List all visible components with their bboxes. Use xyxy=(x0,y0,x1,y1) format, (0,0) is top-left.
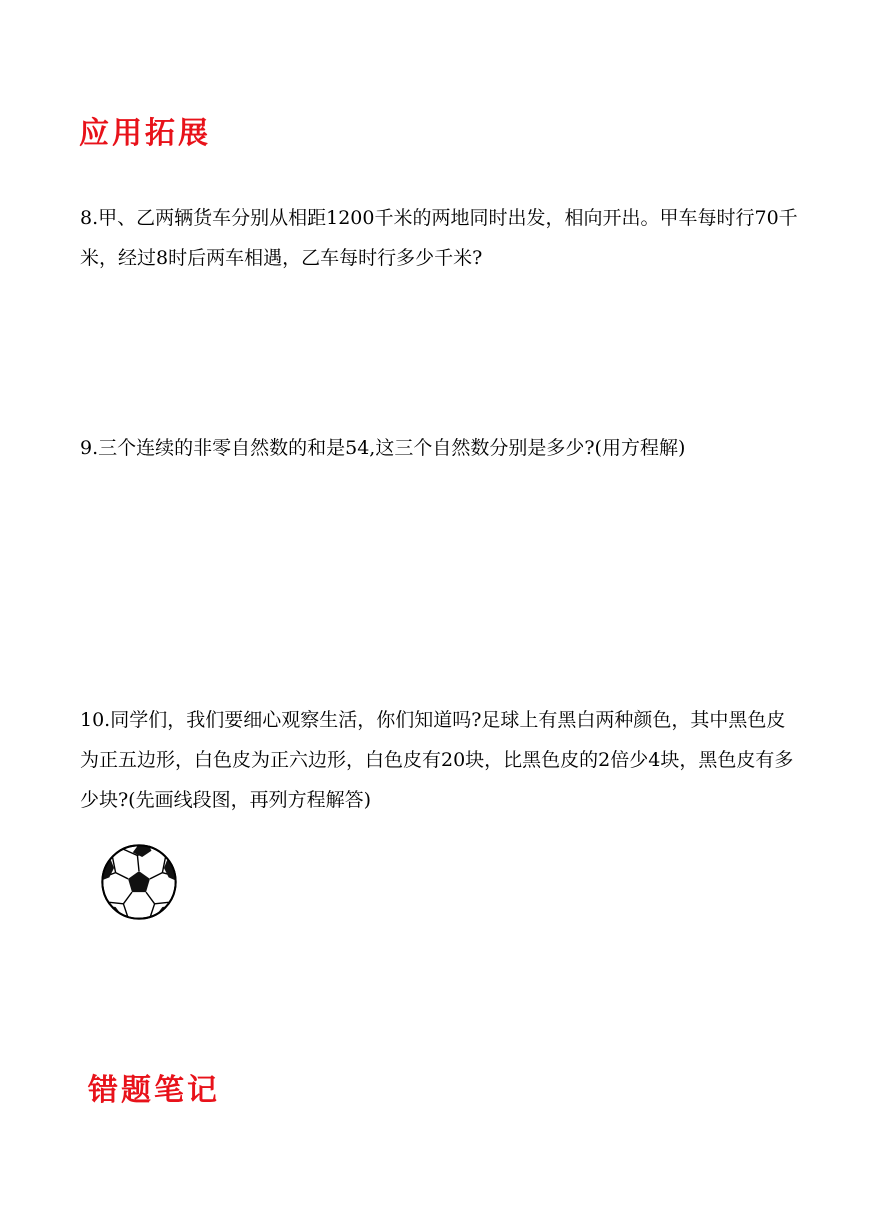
section-title-applied: 应用拓展 xyxy=(79,116,211,151)
question-9: 9.三个连续的非零自然数的和是54,这三个自然数分别是多少?(用方程解) xyxy=(80,437,686,459)
section-title-mistakes: 错题笔记 xyxy=(88,1073,220,1108)
question-8: 8.甲、乙两辆货车分别从相距1200千米的两地同时出发，相向开出。甲车每时行70千米，经过8时后两车相遇，乙车每时行多少千米? xyxy=(80,207,798,269)
soccer-ball-icon xyxy=(100,843,178,921)
question-10: 10.同学们，我们要细心观察生活，你们知道吗?足球上有黑白两种颜色，其中黑色皮为正五边形，白色皮为正六边形，白色皮有20块，比黑色皮的2倍少4块，黑色皮有多少块?(先画线段图，再列方程解答) xyxy=(80,709,794,811)
